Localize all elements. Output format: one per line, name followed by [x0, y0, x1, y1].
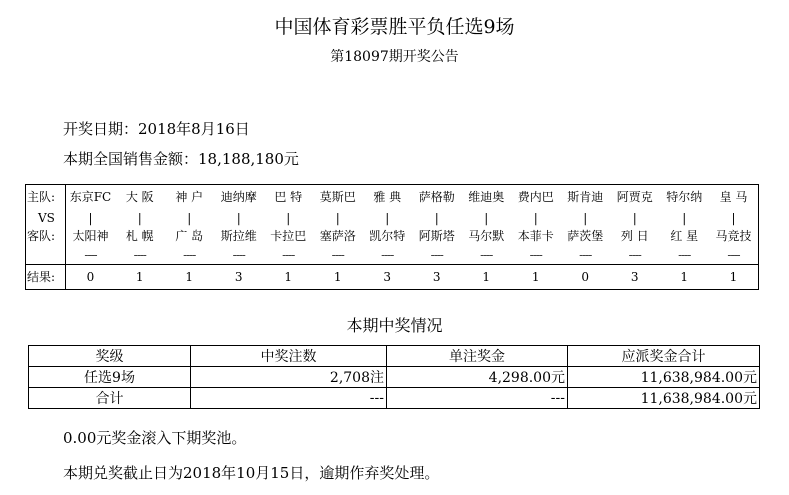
match-table	[25, 184, 759, 290]
page-subtitle: 第18097期开奖公告	[330, 49, 459, 65]
away-team: 凯尔特	[369, 229, 406, 244]
match-result: 1	[511, 265, 561, 290]
deadline-note: 本期兑奖截止日为2018年10月15日，逾期作弃奖处理。	[63, 464, 440, 482]
vs-separator: |	[583, 210, 588, 225]
dash-separator: ----	[232, 248, 245, 263]
match-result: 3	[412, 265, 462, 290]
dash-separator: ----	[480, 248, 493, 263]
vs-separator: |	[484, 210, 489, 225]
home-team: 萨格勒	[418, 189, 455, 204]
match-result: 1	[462, 265, 512, 290]
home-team: 大 阪	[125, 189, 154, 204]
vs-separator: |	[632, 210, 637, 225]
vs-separator: |	[533, 210, 538, 225]
home-team: 费内巴	[517, 189, 554, 204]
col-header-count: 中奖注数	[191, 346, 387, 367]
dash-separator: ----	[331, 248, 344, 263]
vs-separator: |	[335, 210, 340, 225]
home-team: 皇 马	[719, 189, 748, 204]
match-result: 1	[115, 265, 165, 290]
dash-row	[26, 246, 759, 265]
single-prize: 4,298.00元	[387, 367, 568, 388]
dash-separator: ----	[628, 248, 641, 263]
home-team: 斯肯迪	[567, 189, 604, 204]
rollover-note: 0.00元奖金滚入下期奖池。	[63, 429, 247, 447]
total-prize: 11,638,984.00元	[568, 367, 760, 388]
col-header-single: 单注奖金	[387, 346, 568, 367]
home-team: 神 户	[175, 189, 204, 204]
match-result: 1	[264, 265, 314, 290]
page-title: 中国体育彩票胜平负任选9场	[274, 16, 515, 38]
away-team: 塞萨洛	[319, 229, 356, 244]
dash-separator: ----	[727, 248, 740, 263]
vs-separator: |	[731, 210, 736, 225]
match-result: 3	[610, 265, 660, 290]
prize-level: 任选9场	[29, 367, 191, 388]
vs-separator: |	[286, 210, 291, 225]
dash-separator: ----	[133, 248, 146, 263]
match-result: 0	[66, 265, 116, 290]
table-row	[29, 367, 760, 388]
home-team: 阿贾克	[616, 189, 653, 204]
col-header-level: 奖级	[29, 346, 191, 367]
table-row	[29, 388, 760, 409]
draw-date: 开奖日期：2018年8月16日	[63, 120, 250, 138]
dash-separator: ----	[529, 248, 542, 263]
match-result: 1	[709, 265, 759, 290]
prize-level: 合计	[29, 388, 191, 409]
vs-label: VS	[26, 208, 66, 227]
away-team: 萨茨堡	[567, 229, 604, 244]
result-label: 结果:	[26, 265, 66, 290]
winner-count: 2,708注	[191, 367, 387, 388]
dash-separator: ----	[430, 248, 443, 263]
vs-separator: |	[434, 210, 439, 225]
dash-separator: ----	[579, 248, 592, 263]
away-team: 列 日	[620, 229, 649, 244]
away-team: 札 幌	[125, 229, 154, 244]
home-team: 雅 典	[373, 189, 402, 204]
away-team: 本菲卡	[517, 229, 554, 244]
match-result: 0	[561, 265, 611, 290]
vs-separator: |	[88, 210, 93, 225]
dash-separator: ----	[678, 248, 691, 263]
match-result: 1	[660, 265, 710, 290]
vs-separator: |	[236, 210, 241, 225]
dash-separator: ----	[183, 248, 196, 263]
vs-separator: |	[682, 210, 687, 225]
prize-header-row	[29, 346, 760, 367]
away-label: 客队:	[26, 227, 66, 246]
home-team: 巴 特	[274, 189, 303, 204]
match-result: 1	[165, 265, 215, 290]
away-team: 阿斯塔	[418, 229, 455, 244]
vs-separator: |	[187, 210, 192, 225]
winner-count: ---	[191, 388, 387, 409]
home-row	[26, 185, 759, 209]
vs-separator: |	[137, 210, 142, 225]
home-team: 特尔纳	[666, 189, 703, 204]
away-team: 马尔默	[468, 229, 505, 244]
vs-separator: |	[385, 210, 390, 225]
away-team: 广 岛	[175, 229, 204, 244]
home-team: 迪纳摩	[220, 189, 257, 204]
away-team: 太阳神	[72, 229, 109, 244]
match-result: 3	[214, 265, 264, 290]
away-team: 红 星	[670, 229, 699, 244]
home-label: 主队:	[26, 185, 66, 209]
total-prize: 11,638,984.00元	[568, 388, 760, 409]
away-row	[26, 227, 759, 246]
match-result: 1	[313, 265, 363, 290]
vs-row	[26, 208, 759, 227]
home-team: 莫斯巴	[319, 189, 356, 204]
prize-table	[28, 345, 760, 409]
single-prize: ---	[387, 388, 568, 409]
match-result: 3	[363, 265, 413, 290]
home-team: 东京FC	[69, 189, 112, 204]
away-team: 马竞技	[715, 229, 752, 244]
dash-separator: ----	[84, 248, 97, 263]
dash-separator: ----	[282, 248, 295, 263]
result-row	[26, 265, 759, 290]
away-team: 斯拉维	[220, 229, 257, 244]
away-team: 卡拉巴	[270, 229, 307, 244]
prize-heading: 本期中奖情况	[346, 316, 443, 335]
dash-separator: ----	[381, 248, 394, 263]
col-header-total: 应派奖金合计	[568, 346, 760, 367]
sales-amount: 本期全国销售金额：18,188,180元	[63, 150, 299, 168]
home-team: 维迪奥	[468, 189, 505, 204]
